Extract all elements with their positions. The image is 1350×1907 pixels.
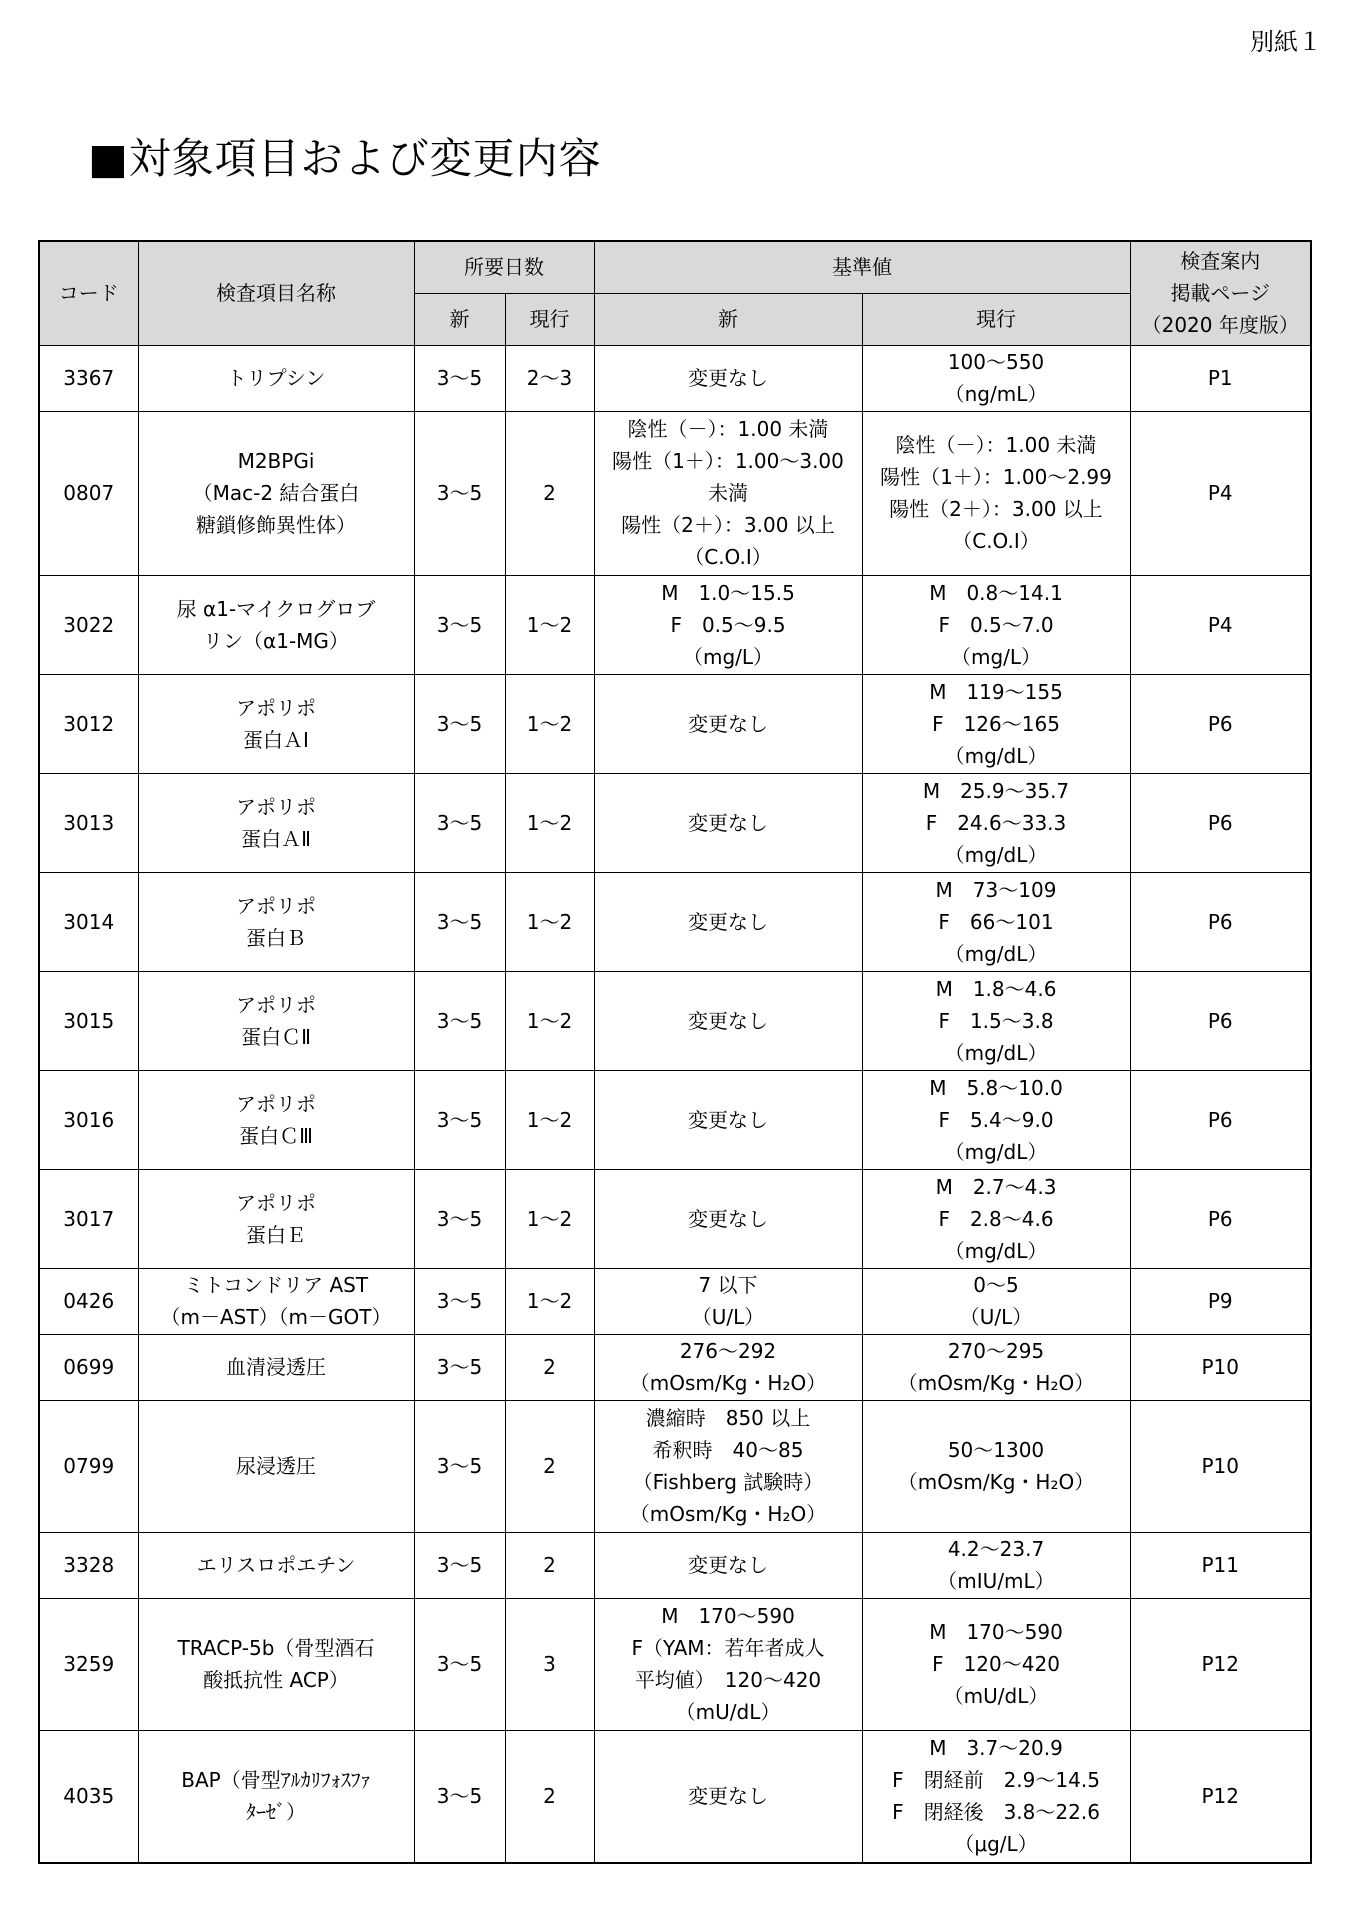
cell-name: アポリポ 蛋白ＣⅢ (138, 1070, 414, 1169)
cell-days-new: 3〜5 (414, 674, 505, 773)
cell-ref-new: 変更なし (594, 1169, 862, 1268)
cell-ref-current: 270〜295 （mOsm/Kg・H₂O） (862, 1334, 1130, 1400)
cell-name: 血清浸透圧 (138, 1334, 414, 1400)
cell-ref-new: 7 以下 （U/L） (594, 1268, 862, 1334)
table-row (39, 1730, 1311, 1863)
cell-name: アポリポ 蛋白ＣⅡ (138, 971, 414, 1070)
table-row (39, 345, 1311, 411)
header-days-current: 現行 (505, 293, 594, 345)
cell-ref-current: 50〜1300 （mOsm/Kg・H₂O） (862, 1400, 1130, 1532)
cell-code: 3328 (39, 1532, 138, 1598)
cell-page: P6 (1130, 674, 1311, 773)
cell-ref-current: M 5.8〜10.0 F 5.4〜9.0 （mg/dL） (862, 1070, 1130, 1169)
cell-days-current: 2 (505, 411, 594, 575)
cell-days-current: 2〜3 (505, 345, 594, 411)
header-days-new: 新 (414, 293, 505, 345)
cell-ref-current: M 2.7〜4.3 F 2.8〜4.6 （mg/dL） (862, 1169, 1130, 1268)
cell-page: P1 (1130, 345, 1311, 411)
cell-page: P6 (1130, 773, 1311, 872)
cell-days-current: 1〜2 (505, 1070, 594, 1169)
cell-days-current: 1〜2 (505, 971, 594, 1070)
cell-code: 3259 (39, 1598, 138, 1730)
cell-days-new: 3〜5 (414, 411, 505, 575)
table-row (39, 575, 1311, 674)
cell-code: 0799 (39, 1400, 138, 1532)
table-row (39, 1334, 1311, 1400)
cell-days-current: 2 (505, 1730, 594, 1863)
table-row (39, 773, 1311, 872)
table-row (39, 971, 1311, 1070)
cell-code: 3016 (39, 1070, 138, 1169)
cell-days-new: 3〜5 (414, 1598, 505, 1730)
cell-days-new: 3〜5 (414, 345, 505, 411)
cell-page: P6 (1130, 1070, 1311, 1169)
cell-days-current: 2 (505, 1532, 594, 1598)
header-ref-new: 新 (594, 293, 862, 345)
cell-name: 尿 α1-マイクログロブ リン（α1-MG） (138, 575, 414, 674)
cell-name: アポリポ 蛋白Ｂ (138, 872, 414, 971)
cell-ref-current: 4.2〜23.7 （mIU/mL） (862, 1532, 1130, 1598)
cell-page: P6 (1130, 872, 1311, 971)
cell-page: P4 (1130, 575, 1311, 674)
cell-days-new: 3〜5 (414, 1334, 505, 1400)
cell-days-new: 3〜5 (414, 1730, 505, 1863)
cell-days-new: 3〜5 (414, 1268, 505, 1334)
cell-code: 0426 (39, 1268, 138, 1334)
cell-page: P4 (1130, 411, 1311, 575)
cell-code: 3017 (39, 1169, 138, 1268)
cell-ref-current: M 0.8〜14.1 F 0.5〜7.0 （mg/L） (862, 575, 1130, 674)
cell-name: ミトコンドリア AST （m－AST）（m－GOT） (138, 1268, 414, 1334)
cell-ref-current: M 170〜590 F 120〜420 （mU/dL） (862, 1598, 1130, 1730)
cell-name: エリスロポエチン (138, 1532, 414, 1598)
table-row (39, 1598, 1311, 1730)
cell-ref-new: 濃縮時 850 以上 希釈時 40〜85 （Fishberg 試験時） （mOsm/Kg・H₂O） (594, 1400, 862, 1532)
cell-name: アポリポ 蛋白Ｅ (138, 1169, 414, 1268)
table-row (39, 1169, 1311, 1268)
cell-name: M2BPGi （Mac-2 結合蛋白 糖鎖修飾異性体） (138, 411, 414, 575)
cell-code: 3015 (39, 971, 138, 1070)
table-row (39, 674, 1311, 773)
header-ref-current: 現行 (862, 293, 1130, 345)
cell-ref-current: 陰性（－）：1.00 未満 陽性（1＋）：1.00〜2.99 陽性（2＋）：3.00 以上 （C.O.I） (862, 411, 1130, 575)
cell-ref-new: 変更なし (594, 773, 862, 872)
cell-ref-new: 変更なし (594, 971, 862, 1070)
cell-days-current: 1〜2 (505, 1169, 594, 1268)
table-row (39, 1532, 1311, 1598)
cell-page: P10 (1130, 1334, 1311, 1400)
cell-name: BAP（骨型ｱﾙｶﾘﾌｫｽﾌｧ ﾀｰｾﾞ） (138, 1730, 414, 1863)
page-title: ■対象項目および変更内容 (88, 134, 602, 183)
cell-code: 3022 (39, 575, 138, 674)
cell-days-current: 1〜2 (505, 872, 594, 971)
cell-page: P9 (1130, 1268, 1311, 1334)
cell-days-current: 2 (505, 1400, 594, 1532)
cell-ref-current: 0〜5 （U/L） (862, 1268, 1130, 1334)
table-row (39, 1268, 1311, 1334)
cell-ref-current: M 119〜155 F 126〜165 （mg/dL） (862, 674, 1130, 773)
cell-days-new: 3〜5 (414, 971, 505, 1070)
table-row (39, 1400, 1311, 1532)
cell-name: トリプシン (138, 345, 414, 411)
cell-code: 0807 (39, 411, 138, 575)
cell-page: P12 (1130, 1730, 1311, 1863)
cell-days-current: 1〜2 (505, 773, 594, 872)
cell-ref-current: M 3.7〜20.9 F 閉経前 2.9〜14.5 F 閉経後 3.8〜22.6 （μg/L） (862, 1730, 1130, 1863)
header-days: 所要日数 (414, 241, 594, 293)
cell-ref-new: M 170〜590 F（YAM：若年者成人 平均値） 120〜420 （mU/dL） (594, 1598, 862, 1730)
header-ref: 基準値 (594, 241, 1130, 293)
cell-ref-current: M 25.9〜35.7 F 24.6〜33.3 （mg/dL） (862, 773, 1130, 872)
header-name: 検査項目名称 (138, 241, 414, 345)
cell-days-current: 3 (505, 1598, 594, 1730)
cell-page: P10 (1130, 1400, 1311, 1532)
table-row (39, 1070, 1311, 1169)
cell-code: 3014 (39, 872, 138, 971)
cell-ref-current: 100〜550 （ng/mL） (862, 345, 1130, 411)
cell-code: 3012 (39, 674, 138, 773)
cell-days-current: 1〜2 (505, 1268, 594, 1334)
cell-code: 0699 (39, 1334, 138, 1400)
cell-code: 3013 (39, 773, 138, 872)
cell-page: P6 (1130, 971, 1311, 1070)
header-page: 検査案内 掲載ページ （2020 年度版） (1130, 241, 1311, 345)
table-row (39, 411, 1311, 575)
cell-page: P11 (1130, 1532, 1311, 1598)
cell-name: アポリポ 蛋白ＡⅠ (138, 674, 414, 773)
cell-days-current: 1〜2 (505, 674, 594, 773)
cell-ref-new: 変更なし (594, 1070, 862, 1169)
cell-ref-new: 変更なし (594, 1730, 862, 1863)
cell-ref-current: M 1.8〜4.6 F 1.5〜3.8 （mg/dL） (862, 971, 1130, 1070)
cell-name: TRACP-5b（骨型酒石 酸抵抗性 ACP） (138, 1598, 414, 1730)
cell-ref-new: 変更なし (594, 1532, 862, 1598)
cell-days-new: 3〜5 (414, 1169, 505, 1268)
cell-ref-new: 変更なし (594, 345, 862, 411)
cell-days-current: 2 (505, 1334, 594, 1400)
cell-code: 3367 (39, 345, 138, 411)
table-row (39, 872, 1311, 971)
cell-ref-new: 変更なし (594, 674, 862, 773)
cell-days-new: 3〜5 (414, 1400, 505, 1532)
cell-ref-new: M 1.0〜15.5 F 0.5〜9.5 （mg/L） (594, 575, 862, 674)
cell-code: 4035 (39, 1730, 138, 1863)
cell-ref-new: 276〜292 （mOsm/Kg・H₂O） (594, 1334, 862, 1400)
change-table (38, 240, 1312, 1864)
cell-name: 尿浸透圧 (138, 1400, 414, 1532)
cell-days-new: 3〜5 (414, 1070, 505, 1169)
cell-days-new: 3〜5 (414, 773, 505, 872)
cell-days-new: 3〜5 (414, 575, 505, 674)
cell-days-new: 3〜5 (414, 1532, 505, 1598)
cell-page: P6 (1130, 1169, 1311, 1268)
cell-days-current: 1〜2 (505, 575, 594, 674)
cell-ref-new: 陰性（－）：1.00 未満 陽性（1＋）：1.00〜3.00 未満 陽性（2＋）：3.00 以上 （C.O.I） (594, 411, 862, 575)
cell-ref-current: M 73〜109 F 66〜101 （mg/dL） (862, 872, 1130, 971)
cell-ref-new: 変更なし (594, 872, 862, 971)
header-code: コード (39, 241, 138, 345)
attachment-label: 別紙１ (1250, 28, 1322, 56)
cell-name: アポリポ 蛋白ＡⅡ (138, 773, 414, 872)
cell-days-new: 3〜5 (414, 872, 505, 971)
cell-page: P12 (1130, 1598, 1311, 1730)
